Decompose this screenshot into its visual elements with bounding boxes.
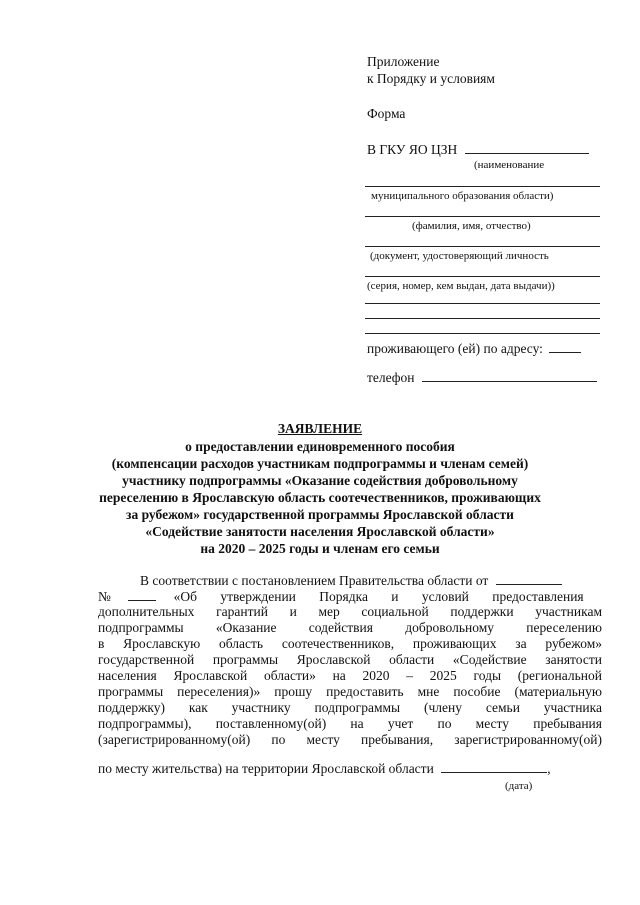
title-line-6: «Содействие занятости населения Ярославской области» — [145, 524, 495, 539]
address-field[interactable] — [549, 340, 581, 353]
hint-series: (серия, номер, кем выдан, дата выдачи)) — [367, 280, 555, 292]
hint-fio: (фамилия, имя, отчество) — [412, 220, 531, 232]
decree-number-field[interactable] — [128, 588, 156, 601]
body-intro-text: В соответствии с постановлением Правительства области от — [140, 573, 489, 588]
title-line-7: на 2020 – 2025 годы и членам его семьи — [200, 541, 440, 556]
body-line-intro — [140, 572, 562, 589]
decree-date-field[interactable] — [496, 572, 562, 585]
body-line-5: в Ярославскую область соотечественников, проживающих за рубежом» — [98, 636, 602, 651]
addressee-line — [367, 141, 589, 158]
series-field-line[interactable] — [365, 276, 600, 277]
blank-line-3[interactable] — [365, 333, 600, 334]
fio-field-line[interactable] — [365, 216, 600, 217]
hint-municipal: муниципального образования области) — [371, 190, 554, 202]
number-sign: № — [98, 589, 111, 604]
statement-heading: ЗАЯВЛЕНИЕ — [277, 421, 363, 436]
municipal-field-line[interactable] — [365, 186, 600, 187]
body-last-comma: , — [547, 761, 551, 776]
body-last-text: по месту жительства) на территории Ярославской области — [98, 761, 434, 776]
body-line-8: программы переселения)» прошу предоставить мне пособие (материальную — [98, 684, 602, 699]
title-line-5: за рубежом» государственной программы Ярославской области — [126, 507, 514, 522]
appendix-label: Приложение — [367, 54, 440, 69]
to-label: В ГКУ ЯО ЦЗН — [367, 142, 458, 157]
form-label: Форма — [367, 106, 406, 121]
blank-line-2[interactable] — [365, 318, 600, 319]
phone-field[interactable] — [422, 369, 597, 382]
body-line-3: дополнительных гарантий и мер социальной поддержки участникам — [98, 604, 602, 619]
body-line-10: подпрограммы), поставленному(ой) на учет по месту пребывания — [98, 716, 602, 731]
title-line-3: участнику подпрограммы «Оказание содействия добровольному — [122, 473, 518, 488]
title-line-1: о предоставлении единовременного пособия — [185, 439, 455, 454]
body-line-2-text: «Об утверждении Порядка и условий предоставления — [173, 589, 584, 604]
blank-line-1[interactable] — [365, 303, 600, 304]
residing-line — [367, 340, 581, 357]
body-line-11: (зарегистрированному(ой) по месту пребывания, зарегистрированному(ой) — [98, 732, 602, 747]
body-line-6: государственной программы Ярославской области «Содействие занятости — [98, 652, 602, 667]
document-field-line[interactable] — [365, 246, 600, 247]
body-line-4: подпрограммы «Оказание содействия добровольному переселению — [98, 620, 602, 635]
phone-line — [367, 369, 597, 386]
body-line-7: населения Ярославской области» на 2020 – 2025 годы (региональной — [98, 668, 602, 683]
body-line-number — [98, 588, 602, 605]
date-hint: (дата) — [505, 780, 533, 792]
hint-name: (наименование — [474, 159, 545, 171]
title-line-4: переселению в Ярославскую область соотечественников, проживающих — [99, 490, 541, 505]
body-line-9: поддержку) как участнику подпрограммы (члену семьи участника — [98, 700, 602, 715]
appendix-to-label: к Порядку и условиям — [367, 71, 495, 86]
date-field[interactable] — [441, 760, 547, 773]
body-line-last — [98, 760, 551, 777]
title-line-2: (компенсации расходов участникам подпрограммы и членам семей) — [111, 456, 529, 471]
org-name-field[interactable] — [465, 141, 589, 154]
residing-label: проживающего (ей) по адресу: — [367, 341, 543, 356]
hint-document: (документ, удостоверяющий личность — [370, 250, 549, 262]
phone-label: телефон — [367, 370, 415, 385]
